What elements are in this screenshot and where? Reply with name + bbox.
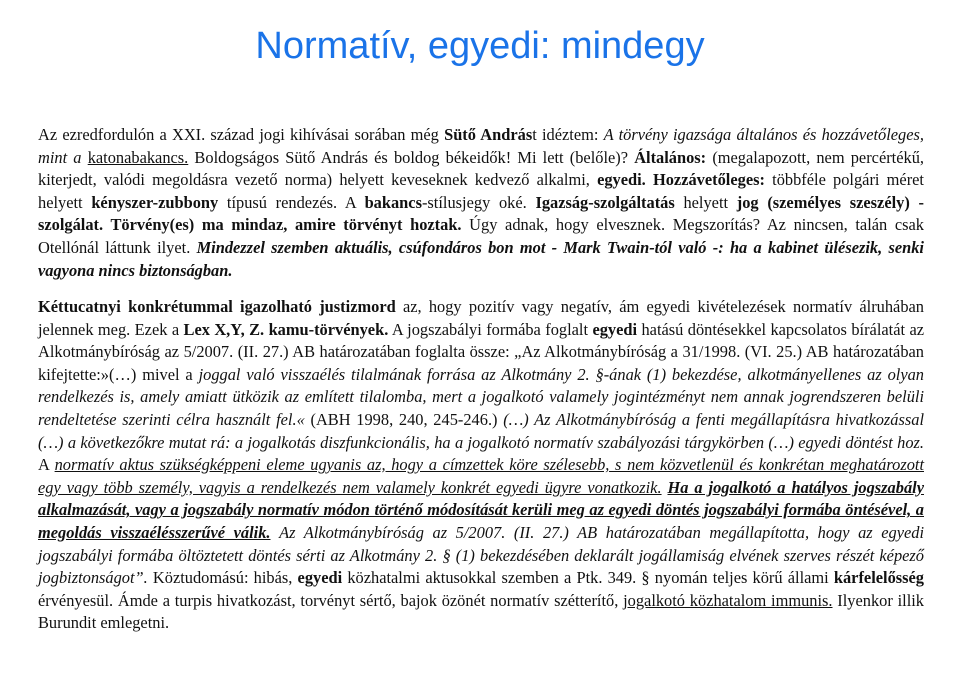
p1-segment: jog (személyes szeszély) -szolgálat. Törvény(es) ma mindaz, amire törvényt hoztak. [38,192,924,235]
p2-segment: jogalkotó közhatalom immunis. [623,590,833,610]
paragraph-1 [38,124,924,282]
p2-segment: A jogszabályi formába foglalt [388,319,593,339]
p2-segment: (ABH 1998, 240, 245-246.) [304,409,504,429]
p1-segment: kényszer-zubbony [91,192,219,212]
paragraph-2 [38,296,924,635]
p2-segment: normatív aktus szükségképpeni eleme ugyanis az, hogy a címzettek köre szélesebb, s nem közvetlenül és konkrétan meghatározott egy vagy több személy, vagyis a rendelkezés nem valamely konkrét egyedi ügyre vonatkozik. [38,455,924,497]
p1-segment: -stílusjegy oké. [421,192,536,212]
p1-segment: Boldogságos Sütő András és boldog békeidők! Mi lett (belőle)? [188,147,635,167]
p1-segment: Igazság-szolgáltatás [535,192,675,212]
p1-segment: Mindezzel szemben aktuális, csúfondáros bon mot - Mark Twain-tól való -: ha a kabinet ülésezik, senki vagyona nincs biztonságban. [38,237,924,280]
p1-segment: Hozzávetőleges: [652,170,765,190]
p2-segment: A [38,455,55,475]
p2-segment: Ha a jogalkotó a hatályos jogszabály alkalmazását, vagy a jogszabály normatív módon történő módosítását kerüli meg az egyedi döntés jogszabályi formába öntésével, a megoldás visszaélésszerűvé válik. [38,477,924,542]
p2-segment: érvényesül. Ámde a turpis hivatkozást, torvényt sértő, bajok özönét normatív szétterítő, [38,590,624,610]
p1-segment: típusú rendezés. A [218,192,365,212]
p1-segment: Az ezredfordulón a XXI. század jogi kihívásai sorában még [38,125,445,144]
p1-segment: Úgy adnak, hogy elvesznek. Megszorítás? Az nincsen, talán csak Otellónál láttunk ilyet. [38,215,924,257]
p1-segment: többféle polgári méret helyett [38,170,924,212]
p2-segment: Kéttucatnyi konkrétummal igazolható justizmord [38,297,396,316]
p1-segment: bakancs [364,192,422,212]
p2-segment: kárfelelősség [833,568,924,588]
p1-segment: egyedi. [597,170,646,190]
p1-segment: Általános: [634,147,707,167]
p1-segment: A törvény igazsága általános és hozzávetőleges, mint a [38,125,924,167]
p2-segment: joggal való visszaélés tilalmának forrása az Alkotmány 2. §-ának (1) bekezdése, alkotmányellenes az olyan rendelkezés is, amely amiatt ütközik az említett tilalomba, mert a jogalkotó valamely jogintézményt nem annak jogrendszeren belüli rendeltetése szerinti célra használt fel.« [38,364,924,429]
p1-segment: t idéztem: [532,125,604,144]
p1-segment [646,170,653,189]
p1-segment: helyett [674,192,737,212]
p2-segment: egyedi [297,568,343,588]
p2-segment: az, hogy pozitív vagy negatív, ám egyedi kivételezések normatív álruhában jelennek meg. Ezek a [38,297,924,339]
p2-segment [271,523,280,542]
p2-segment: Az Alkotmánybíróság az 5/2007. (II. 27.) AB határozatában megállapította, hogy az egyedi jogszabályi formába öltöztetett döntés sérti az Alkotmány 2. § (1) bekezdésében deklarált jogállamiság elvének szerves részét képező jogbiztonságot”. [38,522,925,588]
p2-segment: közhatalmi aktusokkal szemben a Ptk. 349. § nyomán teljes körű állami [342,568,834,588]
p2-segment: Lex X,Y, Z. kamu-törvények. [183,319,389,339]
p2-segment: Köztudomású: hibás, [147,568,298,588]
p2-segment: Ilyenkor illik Burundit emlegetni. [38,590,924,633]
p2-segment: hatású döntésekkel kapcsolatos bírálatát az Alkotmánybíróság az 5/2007. (II. 27.) AB határozatában foglalta össze: „Az Alkotmánybíróság a 31/1998. (VI. 25.) AB határozatában kifejtette:»(…) mivel a [38,319,924,384]
p2-segment: egyedi [592,319,638,339]
p2-segment: (…) Az Alkotmánybíróság a fenti megállapításra hivatkozással (…) a következőkre mutat rá: a jogalkotás diszfunkcionális, ha a jogalkotó normatív szabályozási tárgykörben (…) egyedi döntést hoz. [38,409,924,452]
p1-segment: (megalapozott, nem percértékű, kiterjedt, valódi megoldásra vezető norma) helyett keveseknek kedvező alkalmi, [38,147,924,190]
p1-segment: Sütő András [444,125,533,144]
p1-segment: katonabakancs. [87,147,189,167]
page-title: Normatív, egyedi: mindegy [255,25,705,67]
